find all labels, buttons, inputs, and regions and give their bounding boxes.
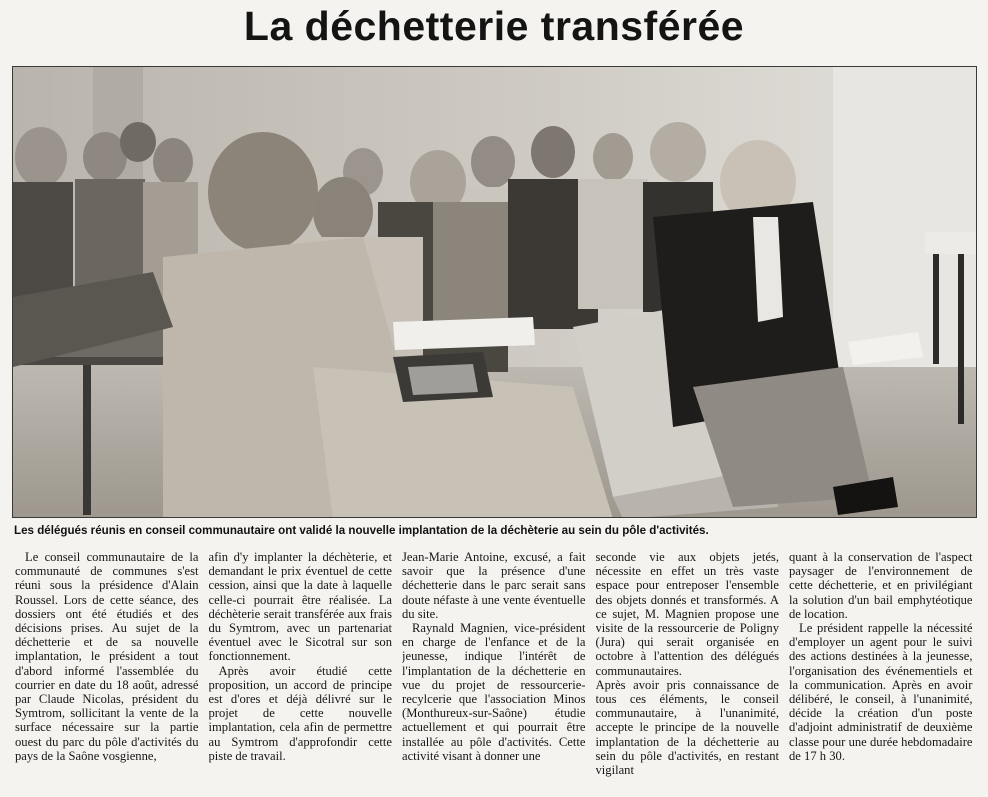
meeting-photo-icon [13,67,977,518]
photo-caption: Les délégués réunis en conseil communautaire ont validé la nouvelle implantation de la déchèterie au sein du pôle d'activités. [14,524,709,537]
column-1 [15,550,199,795]
paragraph: Raynald Magnien, vice-président en charge de l'enfance et de la jeunesse, indique l'intérêt de l'implantation de la déchetterie en vue du projet de ressourcerie-recylcerie que l'association Minos (Monthureux-sur-Saône) étudie actuellement et qui pourrait être installée au pôle d'activités. Cette activité visant à donner une [402,621,586,763]
headline: La déchetterie transférée [243,3,745,49]
column-4 [596,550,780,795]
column-2 [209,550,393,795]
paragraph: Après avoir étudié cette proposition, un accord de principe est d'ores et déjà délivré sur le projet de cette nouvelle implantation, cela afin de permettre au Symtrom d'approfondir cette piste de travail. [208,663,392,763]
paragraph: Le président rappelle la nécessité d'employer un agent pour le suivi des actions destinées à la jeunesse, l'organisation des événementiels et la communication. Après en avoir délibéré, le conseil, à l'unanimité, décide la création d'un poste d'adjoint administratif de deuxième classe pour une durée hebdomadaire de 17 h 30. [789,621,973,763]
column-5 [789,550,973,795]
article-body [15,550,978,795]
paragraph: quant à la conservation de l'aspect paysager de l'environnement de cette déchetterie, et en privilégiant la solution d'un bail emphytéotique de location. [789,550,973,621]
column-3 [402,550,586,795]
meeting-photo [12,66,977,518]
paragraph: Le conseil communautaire de la communauté de communes s'est réuni sous la présidence d'Alain Roussel. Lors de cette séance, des dossiers ont été étudiés et des décisions prises. Au sujet de la déchetterie et de sa nouvelle implantation, le président a tout d'abord informé l'assemblée du courrier en date du 18 août, adressé par Claude Nicolas, président du Symtrom, sollicitant la vente de la surface nécessaire sur la partie ouest du parc du pôle d'activités du pays de la Saône vosgienne, [15,550,199,763]
paragraph: seconde vie aux objets jetés, nécessite en effet un très vaste espace pour entreposer l'ensemble des objets donnés et transformés. A ce sujet, M. Magnien propose une visite de la ressourcerie de Poligny (Jura) qui serait organisée en octobre à l'attention des délégués communautaires. [595,550,779,678]
paragraph: Jean-Marie Antoine, excusé, a fait savoir que la présence d'une déchetterie dans le parc serait sans doute néfaste à une vente éventuelle du site. [402,550,586,621]
paragraph: afin d'y implanter la déchèterie, et demandant le prix éventuel de cette cession, ainsi que la date à laquelle celle-ci pourrait être réalisée. La déchèterie serait transférée aux frais du Symtrom, avec un partenariat éventuel avec le Sicotral sur son fonctionnement. [208,550,392,664]
paragraph: Après avoir pris connaissance de tous ces éléments, le conseil communautaire, à l'unanimité, accepte le principe de la nouvelle implantation de la déchetterie au sein du pôle d'activités, en restant vigilant [595,677,779,778]
